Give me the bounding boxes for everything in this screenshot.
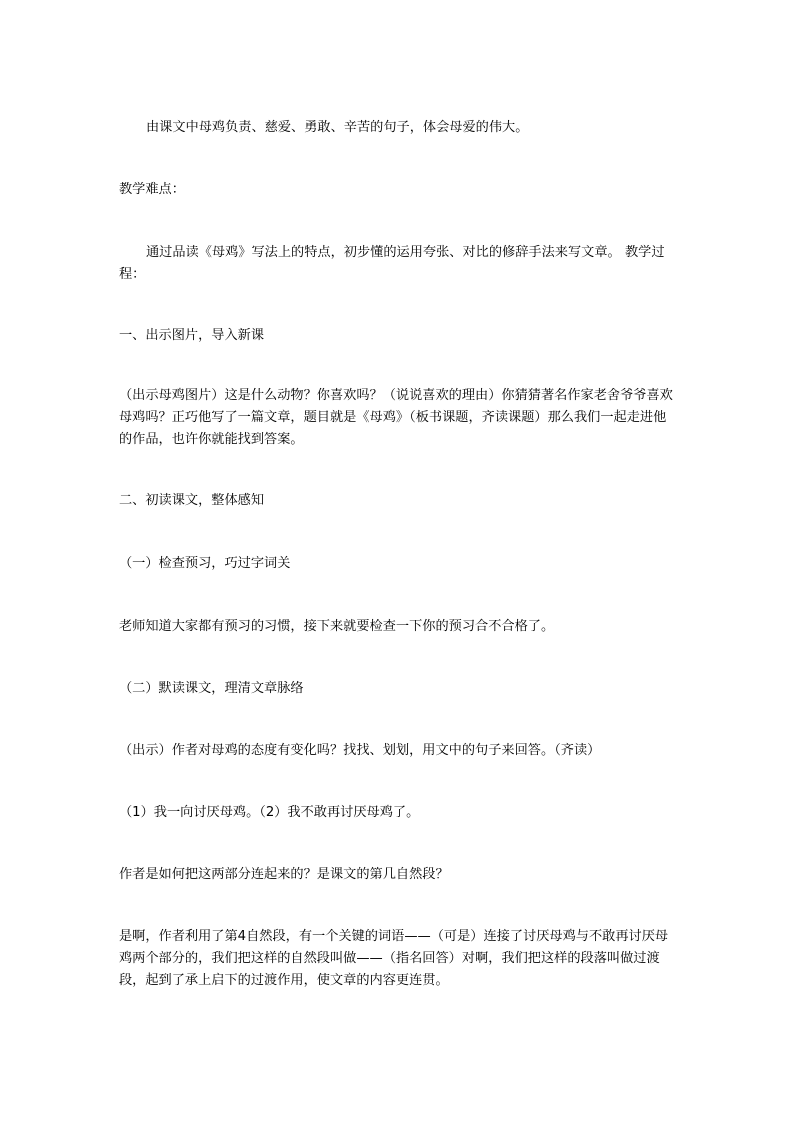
subsection-1-heading: （一）检查预习，巧过字词关: [119, 556, 291, 571]
section-1-heading: 一、出示图片，导入新课: [119, 328, 265, 343]
answer-sentences: （1）我一向讨厌母鸡。（2）我不敢再讨厌母鸡了。: [119, 805, 420, 820]
question-paragraph: （出示）作者对母鸡的态度有变化吗？找找、划划，用文中的句子来回答。（齐读）: [119, 743, 601, 758]
preview-paragraph: 老师知道大家都有预习的习惯，接下来就要检查一下你的预习合不合格了。: [119, 619, 555, 634]
intro-paragraph: （出示母鸡图片）这是什么动物？你喜欢吗？（说说喜欢的理由）你猜猜著名作家老舍爷爷喜欢母鸡吗？正巧他写了一篇文章，题目就是《母鸡》（板书课题，齐读课题）那么我们一起走进他的作品，也许你就能找到答案。: [119, 388, 673, 447]
subsection-2-heading: （二）默读课文，理清文章脉络: [119, 681, 304, 696]
section-2-heading: 二、初读课文，整体感知: [119, 493, 265, 508]
difficulty-paragraph: 通过品读《母鸡》写法上的特点，初步懂的运用夸张、对比的修辞手法来写文章。 教学过程：: [119, 245, 665, 282]
transition-paragraph: 是啊，作者利用了第4自然段，有一个关键的词语——（可是）连接了讨厌母鸡与不敢再讨厌母鸡两个部分的，我们把这样的自然段叫做——（指名回答）对啊，我们把这样的段落叫做过渡段，起到了承上启下的过渡作用，使文章的内容更连贯。: [119, 929, 669, 988]
objective-paragraph: 由课文中母鸡负责、慈爱、勇敢、辛苦的句子，体会母爱的伟大。: [146, 120, 529, 135]
transition-question: 作者是如何把这两部分连起来的？是课文的第几自然段？: [119, 867, 449, 882]
difficulty-heading: 教学难点：: [119, 182, 185, 197]
